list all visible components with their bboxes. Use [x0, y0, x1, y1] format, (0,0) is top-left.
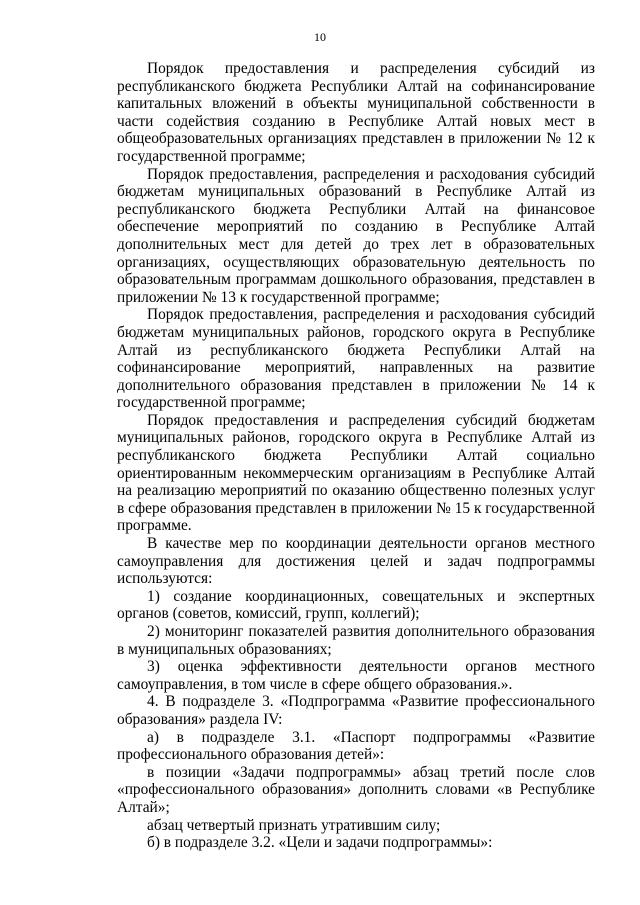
paragraph-coordination-measures: В качестве мер по координации деятельности органов местного самоуправления для достижения целей и задач подпрограммы используются: [117, 535, 595, 588]
list-item-2: 2) мониторинг показателей развития дополнительного образования в муниципальных образованиях; [117, 623, 595, 658]
list-item-3: 3) оценка эффективности деятельности органов местного самоуправления, в том числе в сфере общего образования.». [117, 658, 595, 693]
paragraph-subsidy-procedure-15: Порядок предоставления и распределения субсидий бюджетам муниципальных районов, городского округа в Республике Алтай из республиканского бюджета Республики Алтай социально ориентированным некоммерческим организациям в Республике Алтай на реализацию мероприятий по оказанию общественно полезных услуг в сфере образования представлен в приложении № 15 к государственной программе. [117, 411, 595, 535]
paragraph-subsidy-procedure-14: Порядок предоставления, распределения и расходования субсидий бюджетам муниципальных районов, городского округа в Республике Алтай из республиканского бюджета Республики Алтай на софинансирование мероприятий, направленных на развитие дополнительного образования представлен в приложении № 14 к государственной программе; [117, 306, 595, 412]
paragraph-subsection-a: а) в подразделе 3.1. «Паспорт подпрограммы «Развитие профессионального образования детей»: [117, 728, 595, 764]
paragraph-tasks-position: в позиции «Задачи подпрограммы» абзац третий после слов «профессионального образования» дополнить словами «в Республике Алтай»; [117, 763, 595, 816]
list-item-1: 1) создание координационных, совещательных и экспертных органов (советов, комиссий, групп, коллегий); [117, 587, 595, 623]
paragraph-fourth-void: абзац четвертый признать утратившим силу; [147, 816, 441, 834]
paragraph-subsidy-procedure-13: Порядок предоставления, распределения и расходования субсидий бюджетам муниципальных образований в Республике Алтай из республиканского бюджета Республики Алтай на финансовое обеспечение мероприятий по созданию в Республике Алтай дополнительных мест для детей до трех лет в образовательных организациях, осуществляющих образовательную деятельность по образовательным программам дошкольного образования, представлен в приложении № 13 к государственной программе; [117, 165, 595, 306]
paragraph-subsection-b: б) в подразделе 3.2. «Цели и задачи подпрограммы»: [147, 834, 493, 852]
document-body [117, 60, 595, 852]
page-number: 10 [314, 30, 326, 44]
paragraph-subsidy-procedure-12: Порядок предоставления и распределения субсидий из республиканского бюджета Республики Алтай на софинансирование капитальных вложений в объекты муниципальной собственности в части содействия созданию в Республике Алтай новых мест в общеобразовательных организациях представлен в приложении № 12 к государственной программе; [117, 60, 595, 165]
paragraph-section-4: 4. В подразделе 3. «Подпрограмма «Развитие профессионального образования» раздела IV: [117, 693, 595, 728]
